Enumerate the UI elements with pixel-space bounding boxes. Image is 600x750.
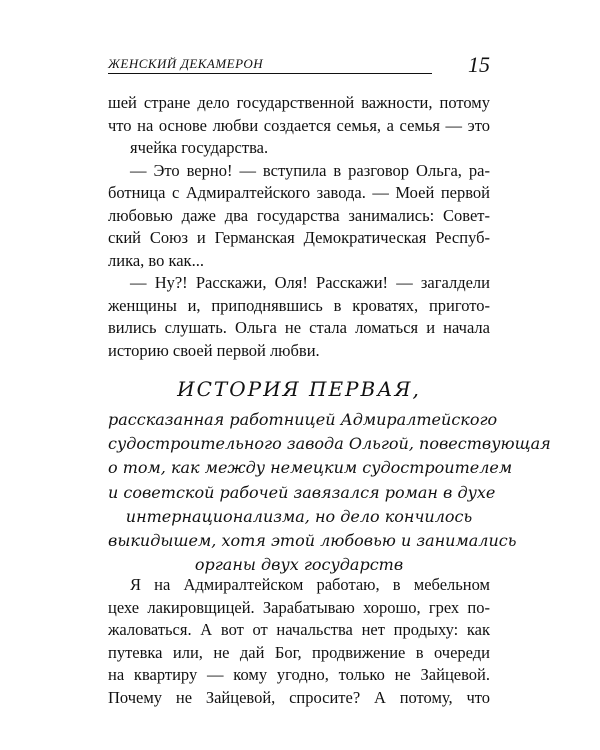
subtitle-line: органы двух государств xyxy=(194,555,404,575)
subtitle-line: о том, как между немецким судостроителем xyxy=(108,458,513,478)
body-text-bottom xyxy=(108,574,490,709)
text-line: Я на Адмиралтейском работаю, в мебельном xyxy=(130,575,490,594)
text-line: шей стране дело государственной важности, потому xyxy=(108,93,490,112)
header-rule xyxy=(108,73,432,74)
text-line: женщины и, приподнявшись в кроватях, пригото- xyxy=(108,295,490,315)
text-line: жаловаться. А вот от начальства нет продыху: как xyxy=(108,620,490,639)
body-text-top xyxy=(108,92,490,362)
running-header xyxy=(108,52,490,76)
text-line: любовью даже два государства занимались: Совет- xyxy=(108,205,490,225)
text-line: на квартиру — кому угодно, только не Зайцевой. xyxy=(108,665,490,684)
subtitle-line: судостроительного завода Ольгой, повествующая xyxy=(108,434,551,454)
text-line: лика, во как... xyxy=(108,250,204,270)
text-line: путевка или, не дай Бог, продвижение в очереди xyxy=(108,642,490,662)
chapter-title: ИСТОРИЯ ПЕРВАЯ, xyxy=(177,377,421,401)
text-line: ячейка государства. xyxy=(130,138,269,157)
text-line: — Это верно! — вступила в разговор Ольга, ра- xyxy=(130,160,490,180)
text-line: историю своей первой любви. xyxy=(108,340,320,360)
running-title: ЖЕНСКИЙ ДЕКАМЕРОН xyxy=(108,56,264,71)
chapter-subtitle xyxy=(108,408,551,577)
text-line: Почему не Зайцевой, спросите? А потому, что xyxy=(108,687,490,707)
text-line: — Ну?! Расскажи, Оля! Расскажи! — загалдели xyxy=(130,273,490,292)
text-line: вились слушать. Ольга не стала ломаться и начала xyxy=(108,318,490,337)
text-line: цехе лакировщицей. Зарабатываю хорошо, грех по- xyxy=(108,597,490,617)
subtitle-line: и советской рабочей завязался роман в духе xyxy=(108,482,496,502)
text-line: что на основе любви создается семья, а семья — это xyxy=(108,115,490,135)
text-line: ботница с Адмиралтейского завода. — Моей первой xyxy=(108,183,490,202)
text-line: ский Союз и Германская Демократическая Респуб- xyxy=(108,228,490,247)
subtitle-line: рассказанная работницей Адмиралтейского xyxy=(108,410,498,429)
subtitle-line: выкидышем, хотя этой любовью и занимались xyxy=(108,531,517,551)
subtitle-line: интернационализма, но дело кончилось xyxy=(125,506,473,526)
page-number: 15 xyxy=(468,52,490,77)
